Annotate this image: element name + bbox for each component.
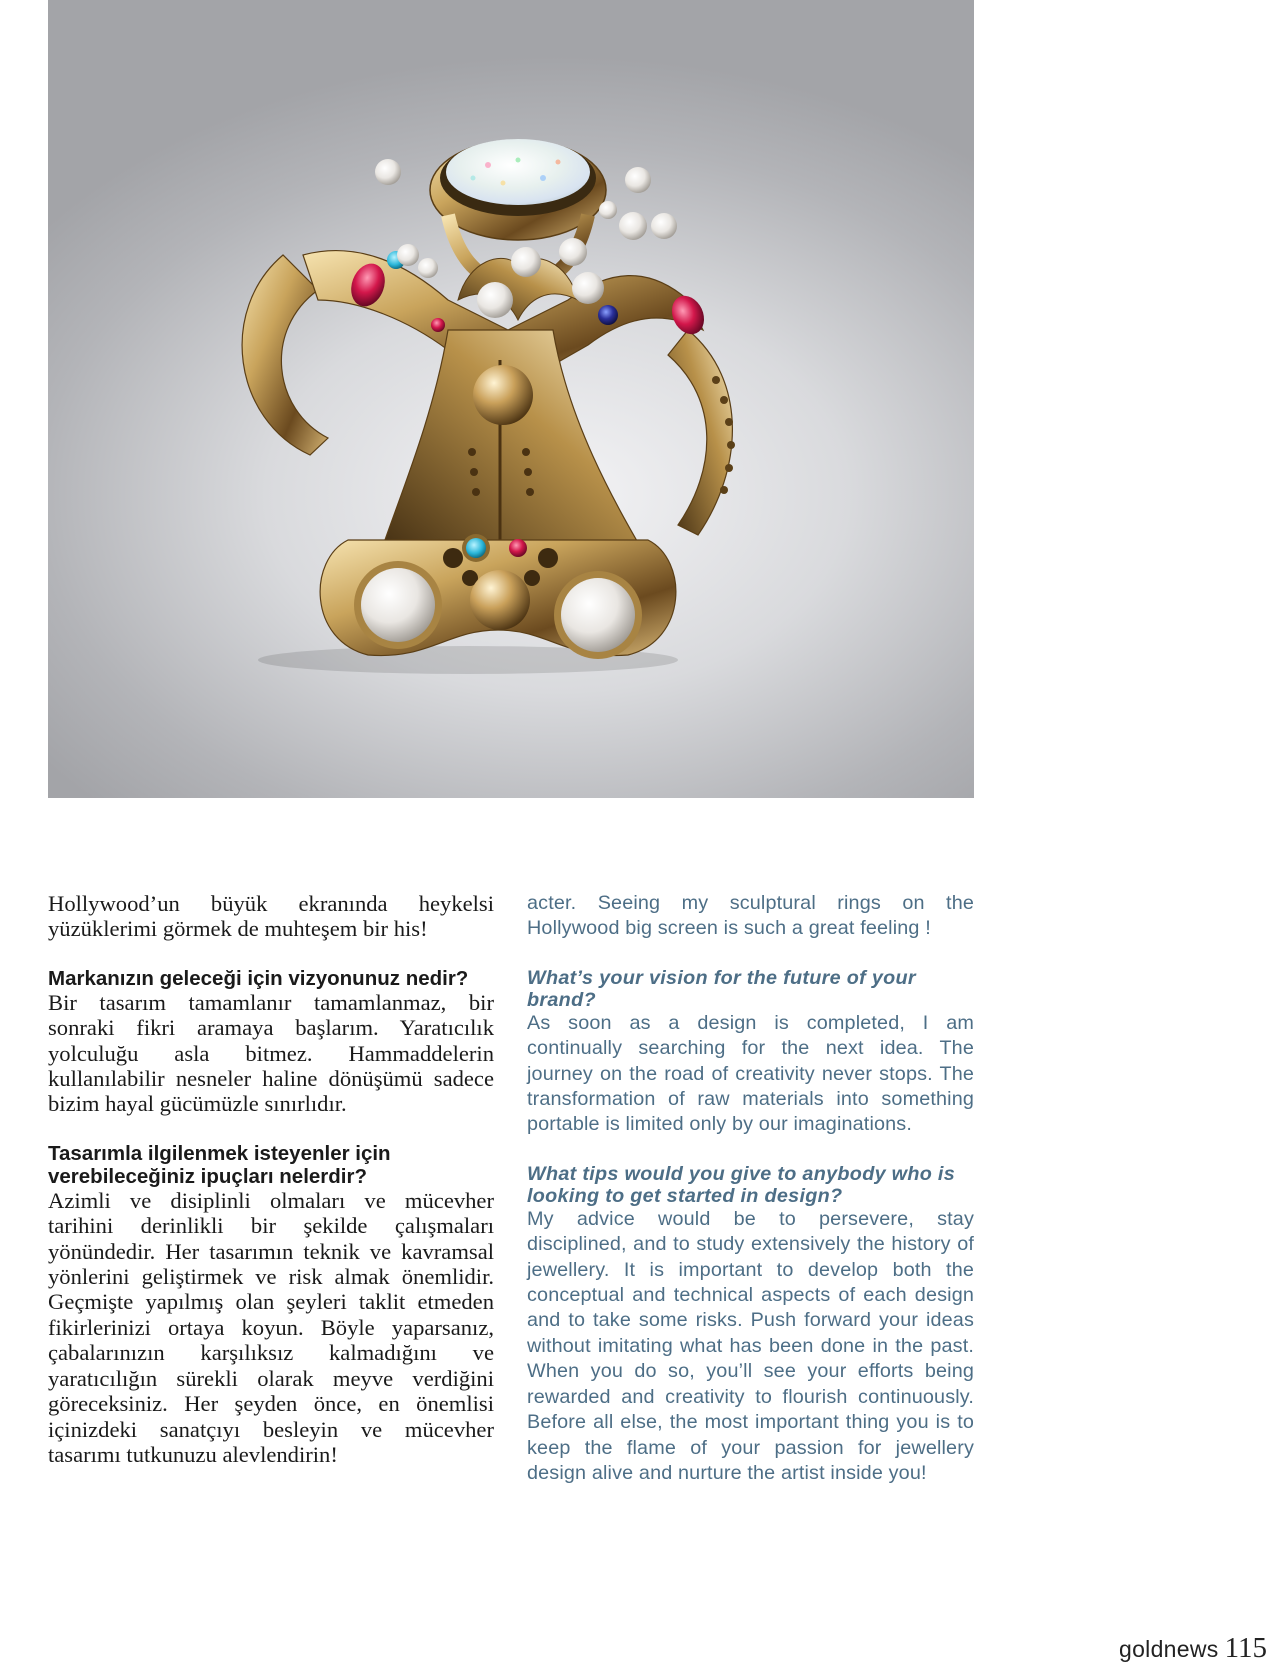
turkish-column xyxy=(48,891,494,1467)
magazine-brand: goldnews xyxy=(1118,1636,1219,1662)
page-number: 115 xyxy=(1224,1632,1267,1664)
turkish-answer-vision: Bir tasarım tamamlanır tamamlanmaz, bir sonraki fikri aramaya başlarım. Yaratıcılık yolculuğu asla bitmez. Hammaddelerin kullanılabilir nesneler haline dönüşümü sadece bizim hayal gücümüzle sınırlıdır. xyxy=(48,989,494,1117)
english-question-vision: What’s your vision for the future of your brand? xyxy=(527,966,916,1011)
english-answer-tips: My advice would be to persevere, stay disciplined, and to study extensively the history of jewellery. It is important to develop both the conceptual and technical aspects of each design and to take some risks. Push forward your ideas without imitating what has been done in the past. When you do so, you’ll see your efforts being rewarded and creativity to flourish continuously. Before all else, the most important thing you is to keep the flame of your passion for jewellery design alive and nurture the artist inside you! xyxy=(527,1207,974,1484)
ring-photo xyxy=(48,0,974,798)
english-answer-vision: As soon as a design is completed, I am continually searching for the next idea. The journey on the road of creativity never stops. The transformation of raw materials into something portable is limited only by our imaginations. xyxy=(527,1011,974,1136)
turkish-intro: Hollywood’un büyük ekranında heykelsi yüzüklerimi görmek de muhteşem bir his! xyxy=(48,891,494,942)
english-question-tips: What tips would you give to anybody who is looking to get started in design? xyxy=(527,1162,956,1207)
turkish-answer-tips: Azimli ve disiplinli olmaları ve mücevher tarihini derinlikli bir şekilde çalışmaları yönündedir. Her tasarımın teknik ve kavramsal yönlerini geliştirmek ve risk almak önemlidir. Geçmişte yapılmış olan şeyleri taklit etmeden fikirlerinizi ortaya koyun. Böyle yaparsanız, çabalarınızın karşılıksız kalmadığını ve yaratıcılığın sürekli olarak meyve verdiğini göreceksiniz. Her şeyden önce, en önemlisi içinizdeki sanatçıyı besleyin ve mücevher tasarımı tutkunuzu alevlendirin! xyxy=(48,1187,494,1467)
turkish-question-tips: Tasarımla ilgilenmek isteyenler için verebileceğiniz ipuçları nelerdir? xyxy=(48,1141,391,1188)
english-intro: acter. Seeing my sculptural rings on the Hollywood big screen is such a great feeling ! xyxy=(527,892,974,940)
ring-illustration xyxy=(48,0,974,798)
english-column xyxy=(527,891,974,1486)
page-footer xyxy=(1119,1632,1267,1665)
turkish-question-vision: Markanızın geleceği için vizyonunuz nedir? xyxy=(48,966,469,990)
